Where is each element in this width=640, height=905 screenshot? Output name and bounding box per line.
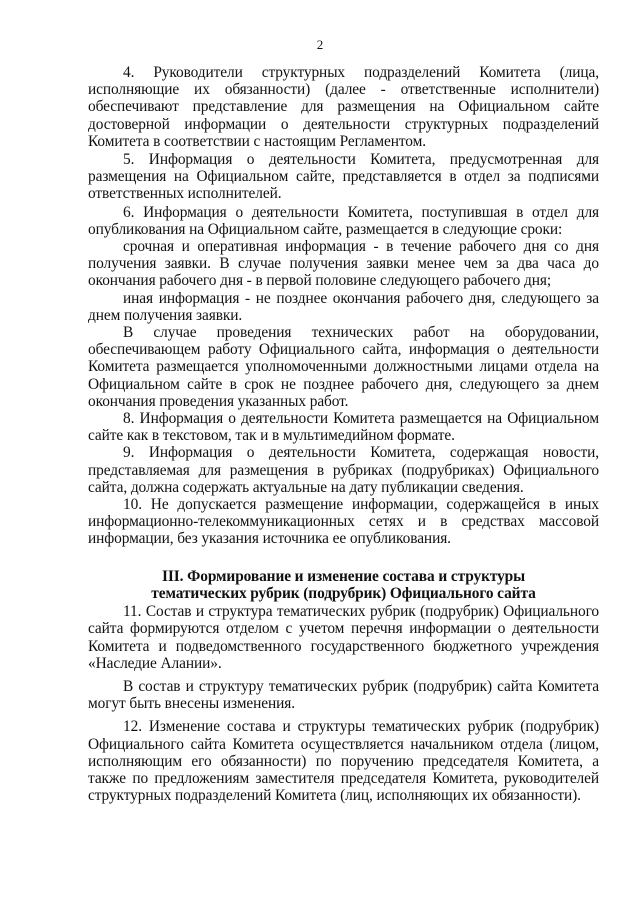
document-body [88, 64, 599, 804]
paragraph-6-urgent: срочная и оперативная информация - в течение рабочего дня со дня получения заявки. В случае получения заявки менее чем за два часа до окончания рабочего дня - в первой половине следующего рабочего дня; [88, 238, 599, 290]
section-heading [88, 568, 599, 602]
paragraph-5: 5. Информация о деятельности Комитета, предусмотренная для размещения на Официальном сайте, представляется в отдел за подписями ответственных исполнителей. [88, 151, 599, 203]
page-number: 2 [316, 37, 324, 52]
paragraph-10: 10. Не допускается размещение информации, содержащейся в иных информационно-телекоммуникационных сетях и в средствах массовой информации, без указания источника ее опубликования. [88, 496, 599, 548]
paragraph-6: 6. Информация о деятельности Комитета, поступившая в отдел для опубликования на Официальном сайте, размещается в следующие сроки: [88, 203, 599, 238]
paragraph-12: 12. Изменение состава и структуры тематических рубрик (подрубрик) Официального сайта Комитета осуществляется начальником отдела (лицом, исполняющим его обязанности) по поручению председателя Комитета, а также по предложениям заместителя председателя Комитета, руководителей структурных подразделений Комитета (лиц, исполняющих их обязанности). [88, 718, 599, 805]
paragraph-6-other: иная информация - не позднее окончания рабочего дня, следующего за днем получения заявки. [88, 289, 599, 324]
section-heading-line-1: III. Формирование и изменение состава и структуры [161, 567, 526, 585]
paragraph-7: В случае проведения технических работ на оборудовании, обеспечивающем работу Официального сайта, информация о деятельности Комитета размещается уполномоченными должностными лицами отдела на Официальном сайте в срок не позднее рабочего дня, следующего за днем окончания проведения указанных работ. [88, 324, 599, 410]
paragraph-8: 8. Информация о деятельности Комитета размещается на Официальном сайте как в текстовом, так и в мультимедийном формате. [88, 410, 599, 445]
paragraph-11: 11. Состав и структура тематических рубрик (подрубрик) Официального сайта формируются отделом с учетом перечня информации о деятельности Комитета и подведомственного государственного бюджетного учреждения «Наследие Алании». [88, 603, 599, 672]
section-heading-line-2: тематических рубрик (подрубрик) Официального сайта [151, 584, 536, 602]
paragraph-9: 9. Информация о деятельности Комитета, содержащая новости, представляемая для размещения в рубриках (подрубриках) Официального сайта, должна содержать актуальные на дату публикации сведения. [88, 444, 599, 496]
paragraph-11-changes: В состав и структуру тематических рубрик (подрубрик) сайта Комитета могут быть внесены изменения. [88, 677, 599, 713]
paragraph-4: 4. Руководители структурных подразделений Комитета (лица, исполняющие их обязанности) (далее - ответственные исполнители) обеспечивают представление для размещения на Официальном сайте достоверной информации о деятельности структурных подразделений Комитета в соответствии с настоящим Регламентом. [88, 64, 599, 150]
